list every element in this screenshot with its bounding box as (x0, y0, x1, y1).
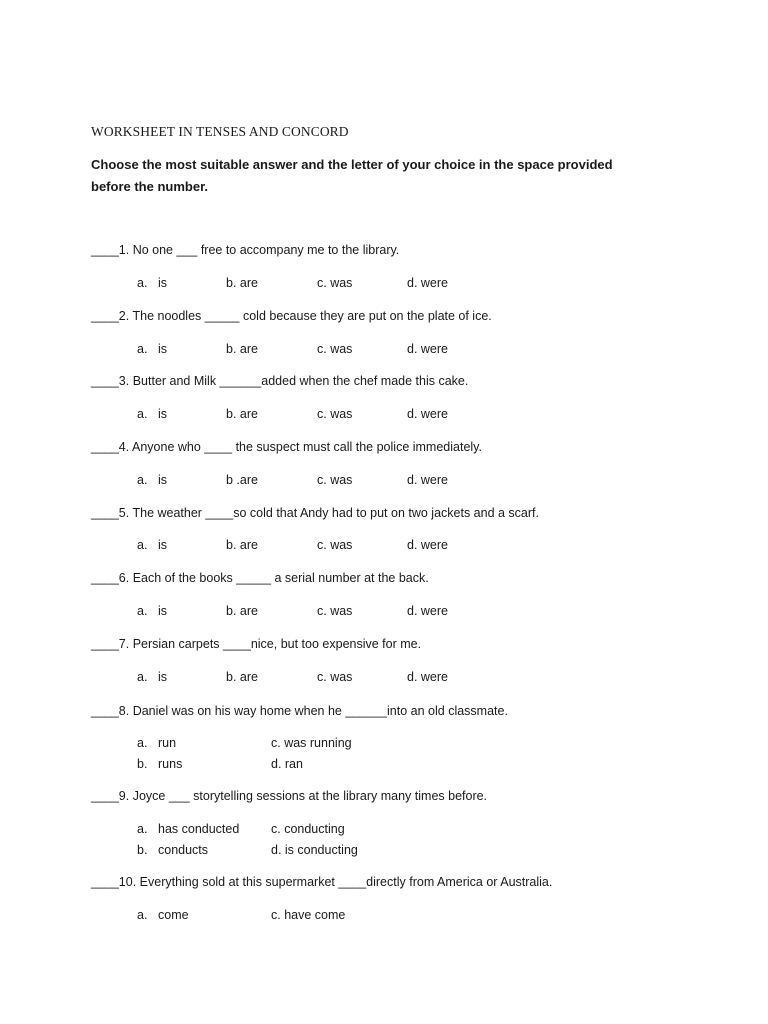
question-10: ____10. Everything sold at this supermarket ____directly from America or Australia. (91, 875, 553, 889)
question-4: ____4. Anyone who ____ the suspect must call the police immediately. (91, 440, 482, 454)
option-b: b. are (226, 670, 258, 684)
question-6: ____6. Each of the books _____ a serial number at the back. (91, 571, 429, 585)
option-d: d. ran (271, 757, 303, 771)
option-letter: a. (137, 473, 148, 487)
option-c: c. was (317, 276, 353, 290)
option-c: c. was (317, 538, 353, 552)
option-letter: b. (137, 757, 148, 771)
option-d: d. were (407, 538, 448, 552)
option-d: d. were (407, 604, 448, 618)
option-d: d. were (407, 407, 448, 421)
option-letter: a. (137, 538, 148, 552)
option-c: c. have come (271, 908, 346, 922)
question-9: ____9. Joyce ___ storytelling sessions at the library many times before. (91, 789, 488, 803)
option-d: d. were (407, 670, 448, 684)
worksheet-title: WORKSHEET IN TENSES AND CONCORD (91, 124, 349, 139)
option-letter: a. (137, 908, 148, 922)
option-b: b. are (226, 407, 258, 421)
option-a: is (158, 670, 168, 684)
instructions-text: Choose the most suitable answer and the letter of your choice in the space provided before the number. (91, 157, 613, 194)
question-3: ____3. Butter and Milk ______added when the chef made this cake. (91, 374, 469, 388)
option-a: is (158, 538, 168, 552)
option-c: c. was (317, 604, 353, 618)
option-d: d. were (407, 276, 448, 290)
option-b: b .are (226, 473, 258, 487)
option-b: b. are (226, 342, 258, 356)
option-c: c. was (317, 473, 353, 487)
option-a: is (158, 342, 168, 356)
option-letter: b. (137, 843, 148, 857)
option-a: is (158, 407, 168, 421)
question-7: ____7. Persian carpets ____nice, but too expensive for me. (91, 637, 422, 651)
option-c: c. was (317, 342, 353, 356)
option-b: runs (158, 757, 183, 771)
option-d: d. were (407, 473, 448, 487)
option-letter: a. (137, 822, 148, 836)
option-letter: a. (137, 407, 148, 421)
question-2: ____2. The noodles _____ cold because they are put on the plate of ice. (91, 309, 492, 323)
option-letter: a. (137, 670, 148, 684)
option-b: b. are (226, 604, 258, 618)
option-letter: a. (137, 736, 148, 750)
option-a: has conducted (158, 822, 240, 836)
option-a: is (158, 276, 168, 290)
option-letter: a. (137, 276, 148, 290)
question-1: ____1. No one ___ free to accompany me to the library. (91, 243, 400, 257)
option-c: c. was (317, 407, 353, 421)
option-a: run (158, 736, 177, 750)
question-5: ____5. The weather ____so cold that Andy had to put on two jackets and a scarf. (91, 506, 539, 520)
option-c: c. conducting (271, 822, 345, 836)
option-d: d. were (407, 342, 448, 356)
option-d: d. is conducting (271, 843, 358, 857)
question-8: ____8. Daniel was on his way home when he ______into an old classmate. (91, 704, 508, 718)
option-a: is (158, 604, 168, 618)
option-a: come (158, 908, 189, 922)
option-letter: a. (137, 342, 148, 356)
option-a: is (158, 473, 168, 487)
option-c: c. was running (271, 736, 352, 750)
option-b: b. are (226, 276, 258, 290)
option-c: c. was (317, 670, 353, 684)
option-letter: a. (137, 604, 148, 618)
option-b: b. are (226, 538, 258, 552)
option-b: conducts (158, 843, 209, 857)
